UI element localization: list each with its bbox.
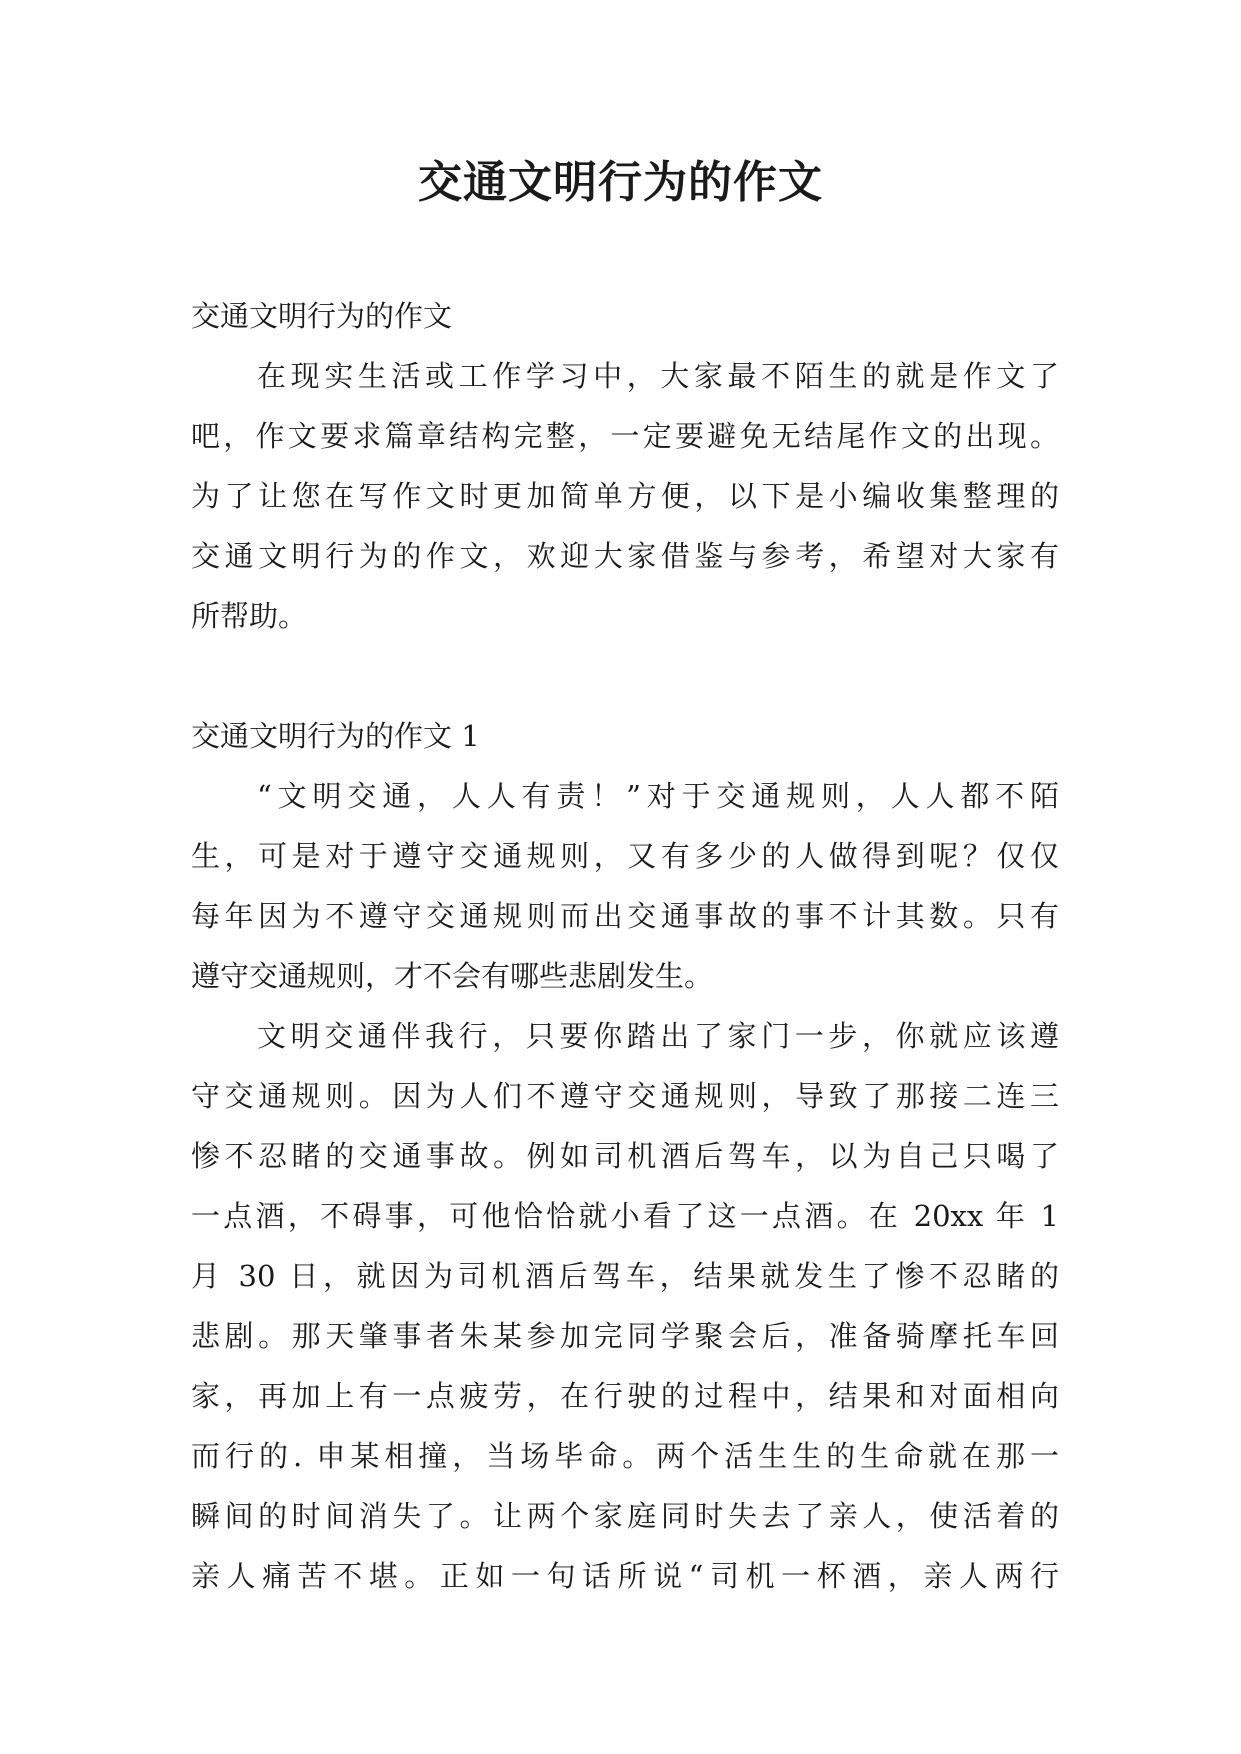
paragraph-line: 瞬间的时间消失了。让两个家庭同时失去了亲人，使活着的: [191, 1499, 1059, 1533]
paragraph-line: 为了让您在写作文时更加简单方便，以下是小编收集整理的: [191, 479, 1059, 513]
paragraph-line: 而行的. 申某相撞，当场毕命。两个活生生的生命就在那一: [191, 1439, 1059, 1473]
paragraph-line: 每年因为不遵守交通规则而出交通事故的事不计其数。只有: [191, 899, 1059, 933]
paragraph-line: 悲剧。那天肇事者朱某参加完同学聚会后，准备骑摩托车回: [191, 1319, 1059, 1353]
paragraph-line: 遵守交通规则，才不会有哪些悲剧发生。: [191, 959, 714, 993]
paragraph-line: 亲人痛苦不堪。正如一句话所说“司机一杯酒，亲人两行: [191, 1559, 1059, 1593]
paragraph-line: 一点酒，不碍事，可他恰恰就小看了这一点酒。在 20xx 年 1: [191, 1199, 1059, 1233]
paragraph-line: 月 30 日，就因为司机酒后驾车，结果就发生了惨不忍睹的: [191, 1259, 1059, 1293]
section-spacer: [191, 646, 1059, 706]
paragraph-line: “文明交通，人人有责！”对于交通规则，人人都不陌: [257, 779, 1059, 813]
paragraph-line: 所帮助。: [191, 599, 308, 633]
paragraph-line: 生，可是对于遵守交通规则，又有多少的人做得到呢？仅仅: [191, 839, 1059, 873]
essay-paragraph-2: [191, 1006, 1059, 1606]
intro-heading: 交通文明行为的作文: [191, 299, 453, 333]
paragraph-line: 文明交通伴我行，只要你踏出了家门一步，你就应该遵: [257, 1019, 1059, 1053]
essay-heading: 交通文明行为的作文 1: [191, 719, 480, 753]
document-title: 交通文明行为的作文: [418, 157, 823, 208]
paragraph-line: 家，再加上有一点疲劳，在行驶的过程中，结果和对面相向: [191, 1379, 1059, 1413]
paragraph-line: 交通文明行为的作文，欢迎大家借鉴与参考，希望对大家有: [191, 539, 1059, 573]
paragraph-line: 吧，作文要求篇章结构完整，一定要避免无结尾作文的出现。: [191, 419, 1059, 453]
paragraph-line: 在现实生活或工作学习中，大家最不陌生的就是作文了: [257, 359, 1059, 393]
intro-paragraph: [191, 346, 1059, 646]
document-body: [191, 286, 1059, 1606]
paragraph-line: 守交通规则。因为人们不遵守交通规则，导致了那接二连三: [191, 1079, 1059, 1113]
essay-paragraph-1: [191, 766, 1059, 1006]
paragraph-line: 惨不忍睹的交通事故。例如司机酒后驾车，以为自己只喝了: [191, 1139, 1059, 1173]
